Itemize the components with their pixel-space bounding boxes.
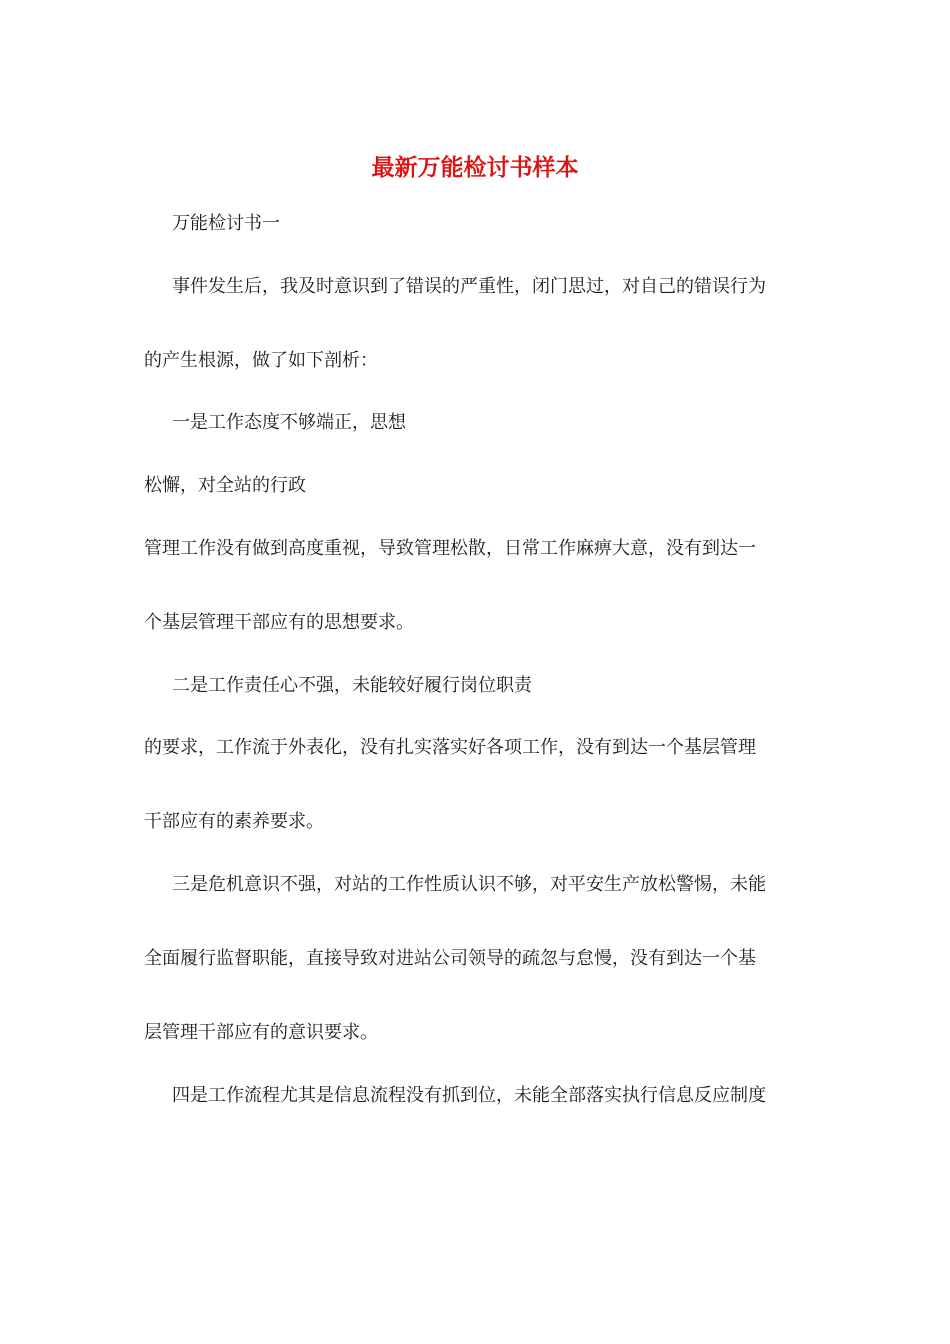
paragraph-line: 一是工作态度不够端正，思想 — [172, 412, 406, 433]
document-title: 最新万能检讨书样本 — [371, 154, 579, 181]
section-heading: 万能检讨书一 — [172, 213, 280, 234]
paragraph-line: 干部应有的素养要求。 — [144, 811, 324, 832]
paragraph-line: 层管理干部应有的意识要求。 — [144, 1022, 378, 1043]
paragraph-line: 的要求，工作流于外表化，没有扎实落实好各项工作，没有到达一个基层管理 — [144, 737, 756, 758]
paragraph-line: 松懈，对全站的行政 — [144, 475, 306, 496]
paragraph-line: 三是危机意识不强，对站的工作性质认识不够，对平安生产放松警惕，未能 — [172, 874, 766, 895]
paragraph-line: 管理工作没有做到高度重视，导致管理松散，日常工作麻痹大意，没有到达一 — [144, 538, 756, 559]
paragraph-line: 个基层管理干部应有的思想要求。 — [144, 612, 414, 633]
paragraph-line: 四是工作流程尤其是信息流程没有抓到位，未能全部落实执行信息反应制度 — [172, 1085, 766, 1106]
paragraph-line: 二是工作责任心不强，未能较好履行岗位职责 — [172, 675, 532, 696]
paragraph-line: 全面履行监督职能，直接导致对进站公司领导的疏忽与怠慢，没有到达一个基 — [144, 948, 756, 969]
paragraph-line: 的产生根源，做了如下剖析： — [144, 350, 378, 371]
paragraph-line: 事件发生后，我及时意识到了错误的严重性，闭门思过，对自己的错误行为 — [172, 276, 766, 297]
